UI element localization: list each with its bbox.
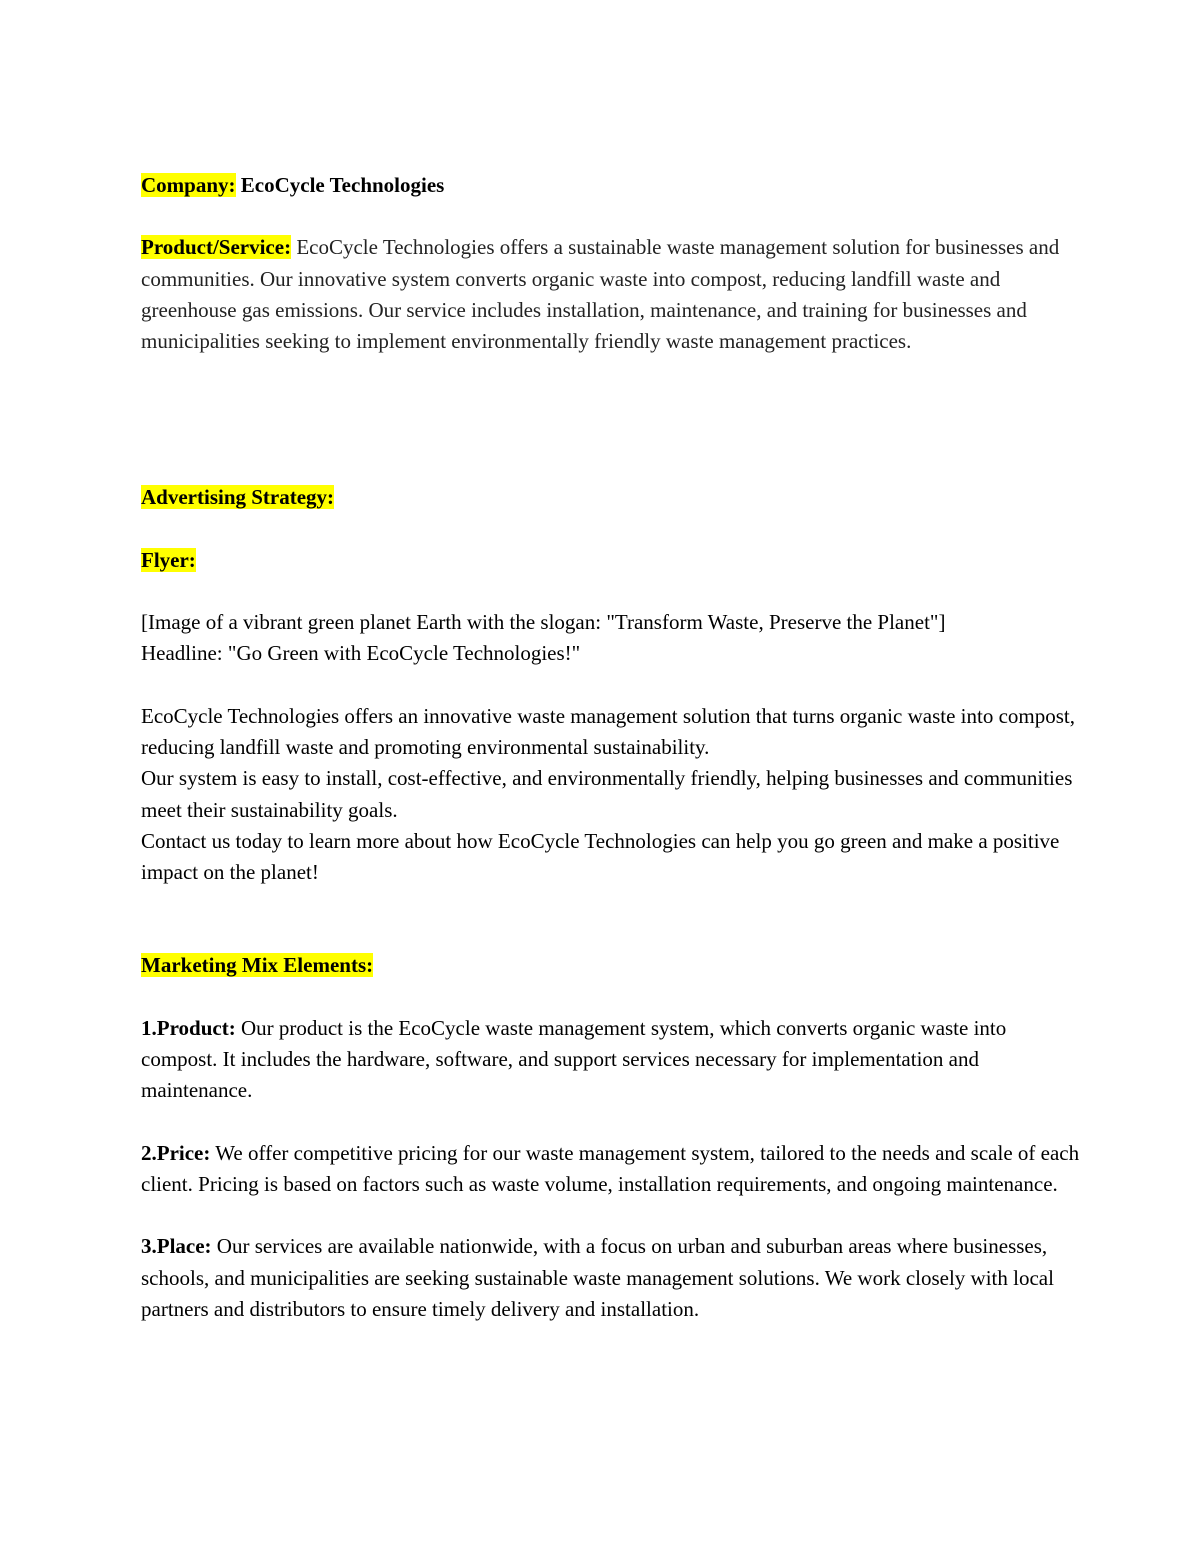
flyer-heading <box>141 545 1081 576</box>
marketing-mix-item-label: 2.Price: <box>141 1140 211 1165</box>
company-line <box>141 170 1081 201</box>
marketing-mix-item-price <box>141 1138 1081 1201</box>
company-label: Company: <box>141 173 236 197</box>
marketing-mix-item-text: We offer competitive pricing for our waste management system, tailored to the needs and scale of each client. Pricing is based on factors such as waste volume, installation requirements, and ongoing maintenance. <box>141 1140 1080 1196</box>
flyer-body-2: Our system is easy to install, cost-effective, and environmentally friendly, helping businesses and communities meet their sustainability goals. <box>141 766 1073 822</box>
flyer-image-line: [Image of a vibrant green planet Earth with the slogan: "Transform Waste, Preserve the Planet"] <box>141 610 946 635</box>
product-service-label: Product/Service: <box>141 235 292 260</box>
document-page <box>141 170 1081 1325</box>
product-service-text: EcoCycle Technologies offers a sustainable waste management solution for businesses and communities. Our innovative system converts organic waste into compost, reducing landfill waste and greenhouse gas emissions. Our service includes installation, maintenance, and training for businesses and municipalities seeking to implement environmentally friendly waste management practices. <box>141 235 1060 354</box>
marketing-mix-item-product <box>141 1013 1081 1107</box>
flyer-body-3: Contact us today to learn more about how EcoCycle Technologies can help you go green and make a positive impact on the planet! <box>141 828 1060 885</box>
marketing-mix-item-label: 1.Product: <box>141 1015 236 1040</box>
advertising-strategy-label: Advertising Strategy: <box>141 485 335 510</box>
flyer-body-1: EcoCycle Technologies offers an innovative waste management solution that turns organic waste into compost, reducing landfill waste and promoting environmental sustainability. <box>141 703 1075 759</box>
marketing-mix-item-text: Our services are available nationwide, with a focus on urban and suburban areas where businesses, schools, and municipalities are seeking sustainable waste management solutions. We work closely with local partners and distributors to ensure timely delivery and installation. <box>141 1234 1054 1321</box>
marketing-mix-item-text: Our product is the EcoCycle waste management system, which converts organic waste into compost. It includes the hardware, software, and support services necessary for implementation and maintenance. <box>141 1015 1007 1103</box>
marketing-mix-item-label: 3.Place: <box>141 1234 212 1259</box>
advertising-strategy-heading <box>141 482 1081 513</box>
marketing-mix-label: Marketing Mix Elements: <box>141 953 374 978</box>
company-name: EcoCycle Technologies <box>240 173 445 197</box>
product-service-paragraph <box>141 232 1081 357</box>
marketing-mix-item-place <box>141 1231 1081 1325</box>
flyer-headline-line: Headline: "Go Green with EcoCycle Technologies!" <box>141 641 581 666</box>
flyer-label: Flyer: <box>141 547 196 572</box>
marketing-mix-heading <box>141 950 1081 981</box>
